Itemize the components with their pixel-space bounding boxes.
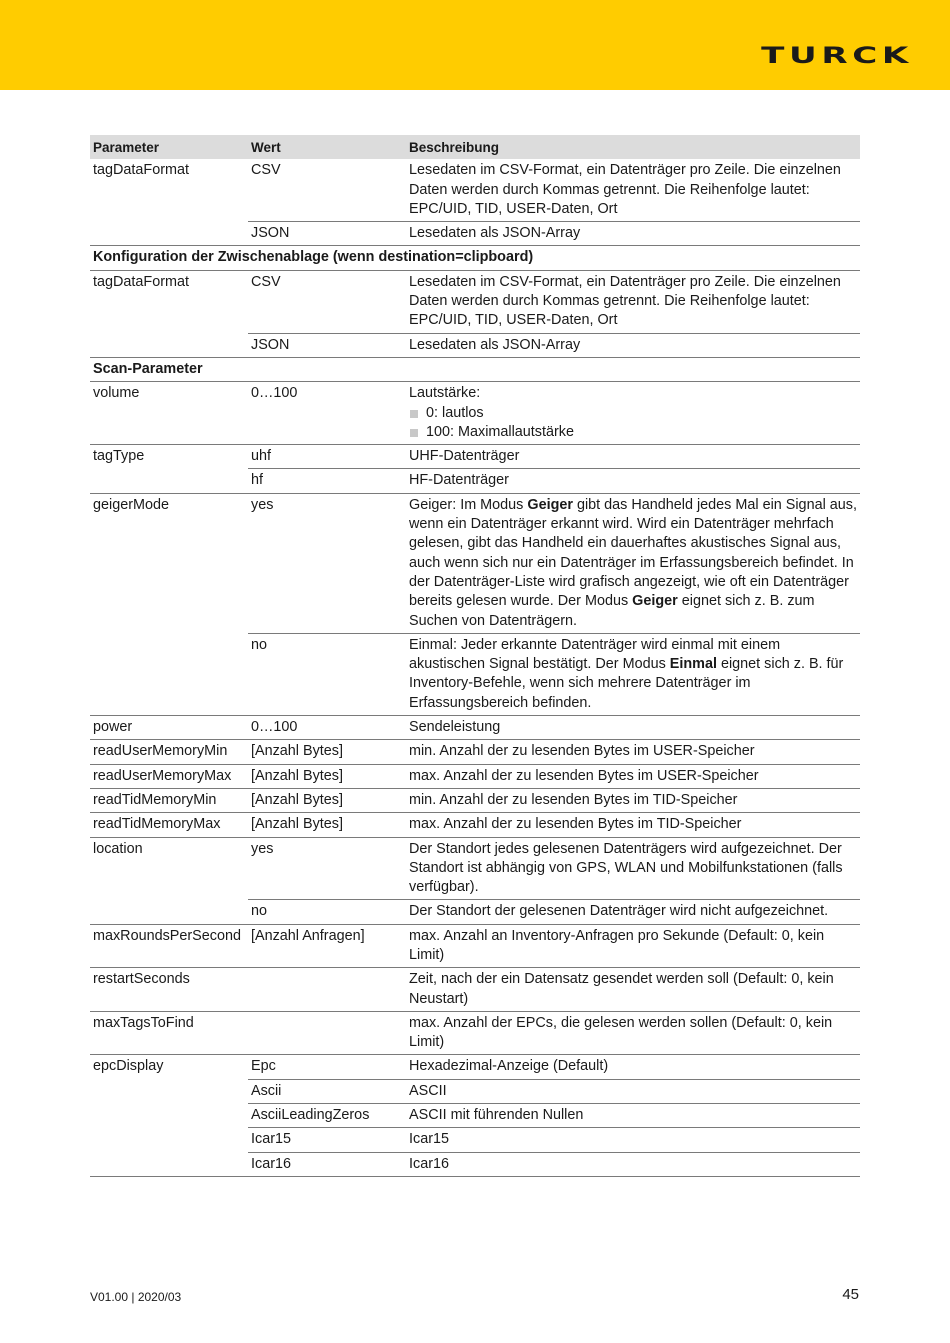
desc-cell bbox=[406, 382, 860, 445]
param-cell: power bbox=[90, 716, 248, 740]
desc-text: eignet sich z. B. für Inventory-Befehle, wenn sich mehrere Datenträger im Erfassungsbereich befinden. bbox=[409, 656, 844, 711]
parameter-table bbox=[90, 135, 860, 1177]
value-cell: [Anzahl Bytes] bbox=[248, 740, 406, 764]
value-cell: CSV bbox=[248, 159, 406, 221]
table-row bbox=[90, 968, 860, 1012]
table-row bbox=[90, 813, 860, 837]
param-cell: readTidMemoryMin bbox=[90, 788, 248, 812]
table-row bbox=[90, 270, 860, 333]
desc-text: eignet sich z. B. zum Suchen von Datenträgern. bbox=[409, 593, 815, 629]
desc-cell: Sendeleistung bbox=[406, 716, 860, 740]
value-cell: Epc bbox=[248, 1055, 406, 1079]
desc-text: Lautstärke: bbox=[409, 385, 481, 402]
desc-text: gibt das Handheld jedes Mal ein Signal aus, wenn ein Datenträger erkannt wird. Wird ein Datenträger mehrfach gelesen, gibt das Handheld ein dauerhaftes akustisches Signal aus, auch wenn sich nur ein Datenträger im Erfassungsbereich befindet. In der Datenträger-Liste wird grafisch angezeigt, wie oft ein Datenträger bereits gelesen wurde. Der Modus bbox=[409, 496, 857, 610]
table-header-row bbox=[90, 135, 860, 159]
value-cell: JSON bbox=[248, 222, 406, 246]
header-parameter: Parameter bbox=[90, 135, 248, 159]
param-cell: tagType bbox=[90, 445, 248, 494]
desc-cell: Icar16 bbox=[406, 1152, 860, 1176]
desc-cell: ASCII bbox=[406, 1079, 860, 1103]
desc-cell: max. Anzahl der zu lesenden Bytes im TID-Speicher bbox=[406, 813, 860, 837]
desc-cell: ASCII mit führenden Nullen bbox=[406, 1104, 860, 1128]
table-row bbox=[90, 837, 860, 900]
list-item: 0: lautlos bbox=[409, 404, 858, 423]
param-cell: readTidMemoryMax bbox=[90, 813, 248, 837]
header-band bbox=[0, 0, 950, 90]
table-row bbox=[90, 764, 860, 788]
desc-cell: UHF-Datenträger bbox=[406, 445, 860, 469]
value-cell: Icar16 bbox=[248, 1152, 406, 1176]
param-cell: geigerMode bbox=[90, 493, 248, 715]
page-number: 45 bbox=[842, 1286, 859, 1303]
desc-cell: Icar15 bbox=[406, 1128, 860, 1152]
param-cell: location bbox=[90, 837, 248, 924]
param-cell: restartSeconds bbox=[90, 968, 248, 1012]
list-item: 100: Maximallautstärke bbox=[409, 423, 858, 442]
param-cell: epcDisplay bbox=[90, 1055, 248, 1176]
value-cell: no bbox=[248, 900, 406, 924]
value-cell: Ascii bbox=[248, 1079, 406, 1103]
desc-bold: Einmal bbox=[669, 656, 717, 673]
desc-text: Einmal: Jeder erkannte Datenträger wird einmal mit einem akustischen Signal bestätigt. Der Modus bbox=[409, 636, 781, 673]
desc-cell bbox=[406, 633, 860, 715]
value-cell: Icar15 bbox=[248, 1128, 406, 1152]
bullet-list bbox=[409, 404, 858, 443]
desc-cell: max. Anzahl der zu lesenden Bytes im USER-Speicher bbox=[406, 764, 860, 788]
footer-version: V01.00 | 2020/03 bbox=[90, 1290, 182, 1304]
desc-text: Geiger: Im Modus bbox=[409, 496, 528, 513]
value-cell: no bbox=[248, 633, 406, 715]
value-cell bbox=[248, 1011, 406, 1055]
desc-cell: max. Anzahl an Inventory-Anfragen pro Sekunde (Default: 0, kein Limit) bbox=[406, 924, 860, 968]
param-cell: tagDataFormat bbox=[90, 270, 248, 357]
table-row bbox=[90, 493, 860, 633]
turck-logo: TURCK bbox=[761, 44, 913, 69]
value-cell: [Anzahl Bytes] bbox=[248, 764, 406, 788]
desc-cell: max. Anzahl der EPCs, die gelesen werden sollen (Default: 0, kein Limit) bbox=[406, 1011, 860, 1055]
value-cell: 0…100 bbox=[248, 716, 406, 740]
table-row bbox=[90, 382, 860, 445]
param-cell: tagDataFormat bbox=[90, 159, 248, 246]
table-row bbox=[90, 924, 860, 968]
table-row bbox=[90, 1011, 860, 1055]
table-row bbox=[90, 788, 860, 812]
value-cell: yes bbox=[248, 493, 406, 633]
section-row-scan bbox=[90, 357, 860, 381]
desc-cell: Der Standort jedes gelesenen Datenträgers wird aufgezeichnet. Der Standort ist abhängig von GPS, WLAN und Mobilfunkstationen (falls verfügbar). bbox=[406, 837, 860, 900]
param-cell: readUserMemoryMin bbox=[90, 740, 248, 764]
table-row bbox=[90, 1055, 860, 1079]
desc-bold: Geiger bbox=[632, 593, 678, 610]
section-title: Konfiguration der Zwischenablage (wenn destination=clipboard) bbox=[90, 246, 860, 270]
desc-cell: Der Standort der gelesenen Datenträger wird nicht aufgezeichnet. bbox=[406, 900, 860, 924]
param-cell: maxTagsToFind bbox=[90, 1011, 248, 1055]
value-cell: 0…100 bbox=[248, 382, 406, 445]
header-wert: Wert bbox=[248, 135, 406, 159]
desc-cell: Lesedaten im CSV-Format, ein Datenträger pro Zeile. Die einzelnen Daten werden durch Kommas getrennt. Die Reihenfolge lautet: EPC/UID, TID, USER-Daten, Ort bbox=[406, 159, 860, 221]
desc-cell bbox=[406, 493, 860, 633]
desc-cell: min. Anzahl der zu lesenden Bytes im USER-Speicher bbox=[406, 740, 860, 764]
value-cell: [Anzahl Bytes] bbox=[248, 813, 406, 837]
value-cell: AsciiLeadingZeros bbox=[248, 1104, 406, 1128]
param-cell: readUserMemoryMax bbox=[90, 764, 248, 788]
section-row-clipboard bbox=[90, 246, 860, 270]
desc-cell: Hexadezimal-Anzeige (Default) bbox=[406, 1055, 860, 1079]
desc-cell: Lesedaten als JSON-Array bbox=[406, 333, 860, 357]
desc-cell: min. Anzahl der zu lesenden Bytes im TID-Speicher bbox=[406, 788, 860, 812]
table-row bbox=[90, 716, 860, 740]
value-cell: CSV bbox=[248, 270, 406, 333]
desc-cell: Lesedaten als JSON-Array bbox=[406, 222, 860, 246]
value-cell: uhf bbox=[248, 445, 406, 469]
param-cell: volume bbox=[90, 382, 248, 445]
table-row bbox=[90, 159, 860, 221]
table-row bbox=[90, 445, 860, 469]
value-cell: hf bbox=[248, 469, 406, 493]
value-cell: [Anzahl Bytes] bbox=[248, 788, 406, 812]
desc-cell: HF-Datenträger bbox=[406, 469, 860, 493]
value-cell bbox=[248, 968, 406, 1012]
value-cell: yes bbox=[248, 837, 406, 900]
section-title: Scan-Parameter bbox=[90, 357, 860, 381]
param-cell: maxRoundsPerSecond bbox=[90, 924, 248, 968]
header-beschreibung: Beschreibung bbox=[406, 135, 860, 159]
desc-cell: Zeit, nach der ein Datensatz gesendet werden soll (Default: 0, kein Neustart) bbox=[406, 968, 860, 1012]
value-cell: [Anzahl Anfragen] bbox=[248, 924, 406, 968]
value-cell: JSON bbox=[248, 333, 406, 357]
desc-cell: Lesedaten im CSV-Format, ein Datenträger pro Zeile. Die einzelnen Daten werden durch Kommas getrennt. Die Reihenfolge lautet: EPC/UID, TID, USER-Daten, Ort bbox=[406, 270, 860, 333]
desc-bold: Geiger bbox=[527, 496, 573, 513]
table-row bbox=[90, 740, 860, 764]
